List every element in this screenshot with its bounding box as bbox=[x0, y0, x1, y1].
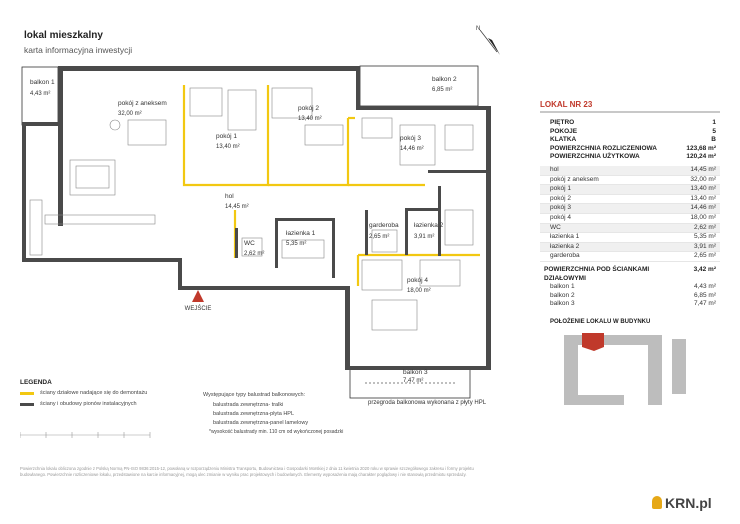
room-name: hol bbox=[225, 193, 234, 200]
room-area: 14,46 m² bbox=[400, 146, 424, 152]
room-name: balkon 3 bbox=[403, 369, 428, 376]
location-title: POŁOŻENIE LOKALU W BUDYNKU bbox=[550, 318, 651, 325]
room-name: pokój z aneksem bbox=[118, 100, 167, 107]
room-name: balkon 2 bbox=[432, 76, 457, 83]
table-row: WC 2,62 m² bbox=[540, 224, 720, 234]
room-area: 13,40 m² bbox=[216, 144, 240, 150]
room-name: łazienka 1 bbox=[286, 230, 316, 237]
room-name: pokój 3 bbox=[400, 135, 421, 142]
table-row: balkon 1 4,43 m² bbox=[550, 283, 716, 291]
table-row: garderoba 2,65 m² bbox=[540, 252, 720, 262]
legend-title: LEGENDA bbox=[20, 379, 52, 386]
room-name: pokój 2 bbox=[298, 105, 319, 112]
krn-logo-icon bbox=[652, 496, 662, 509]
room-name: pokój 4 bbox=[407, 277, 428, 284]
room-area: 3,91 m² bbox=[414, 234, 435, 240]
summary-row: PIĘTRO 1 bbox=[550, 119, 716, 126]
room-name: łazienka 2 bbox=[414, 222, 444, 229]
table-row: balkon 3 7,47 m² bbox=[550, 300, 716, 308]
room-area: 18,00 m² bbox=[407, 288, 431, 294]
room-name: garderoba bbox=[369, 222, 399, 229]
footer-text: Powierzchnia lokalu obliczona zgodnie z Polską Normą PN-ISO 9836:2015-12, powołaną w rozporządzeniu Ministra Transportu, Budownictwa i Gospodarki Morskiej z dnia 11 kwietnia 2020 roku w sprawie szczegółowego zakresu i formy projektu budowlanego. Powierzchnie rozliczeniowe lokalu, przedstawione na karcie informacyjnej, mogą ulec zmianie w wyniku prac projektowych i budowlanych. Elementy wyposażenia mają charakter poglądowy i nie stanowią przedmiotu sprzedaży. bbox=[20, 466, 474, 477]
info-panel bbox=[540, 100, 720, 414]
page-subtitle: karta informacyjna inwestycji bbox=[24, 45, 133, 55]
summary-row: KLATKA B bbox=[550, 136, 716, 144]
room-area: 7,47 m² bbox=[403, 378, 424, 384]
balconies-table bbox=[540, 266, 720, 309]
internal-walls bbox=[235, 170, 486, 278]
summary-row: POKOJE 5 bbox=[550, 127, 716, 135]
legend-item: ściany działowe nadające się do demontażu bbox=[20, 390, 190, 396]
entrance-label: WEJŚCIE bbox=[184, 306, 212, 312]
scale-bar bbox=[20, 431, 160, 439]
dark-swatch bbox=[20, 403, 34, 406]
entrance-arrow-icon bbox=[192, 290, 204, 302]
building-location-map bbox=[564, 329, 694, 409]
areas-table bbox=[540, 166, 720, 262]
sloped-row: POWIERZCHNIA POD ŚCIANKAMI DZIAŁOWYMI 3,42 m² bbox=[544, 265, 716, 282]
room-area: 4,43 m² bbox=[30, 91, 51, 97]
summary-row: POWIERZCHNIA UŻYTKOWA 120,24 m² bbox=[550, 153, 716, 161]
summary-row: POWIERZCHNIA ROZLICZENIOWA 123,68 m² bbox=[550, 144, 716, 152]
balcony-2 bbox=[360, 66, 478, 106]
logo: KRN.pl bbox=[652, 495, 712, 511]
room-name: balkon 1 bbox=[30, 79, 55, 86]
room-area: 2,65 m² bbox=[369, 234, 390, 240]
balcony-note: przegroda balkonowa wykonana z płyty HPL bbox=[368, 400, 487, 406]
summary-table bbox=[540, 119, 720, 162]
table-row: balkon 2 6,85 m² bbox=[550, 291, 716, 299]
table-row: pokój 1 13,40 m² bbox=[540, 185, 720, 195]
railing-legend: Występujące typy balustrad balkonowych: balustrada zewnętrzna- tralki balustrada zewnętrzna-płyta HPL balustrada zewnętrzna-panel lamelowy *wysokość balustrady min. 110 cm od wykończonej posadzki bbox=[203, 392, 344, 435]
room-area: 13,40 m² bbox=[298, 116, 322, 122]
table-row: pokój 2 13,40 m² bbox=[540, 195, 720, 205]
table-row: pokój 3 14,46 m² bbox=[540, 204, 720, 214]
room-area: 2,62 m² bbox=[244, 251, 265, 257]
yellow-swatch bbox=[20, 392, 34, 395]
room-name: WC bbox=[244, 240, 255, 247]
north-arrow-icon bbox=[476, 26, 500, 55]
north-label: N bbox=[476, 26, 481, 32]
unit-highlight bbox=[582, 333, 604, 351]
legend-item: ściany i obudowy pionów instalacyjnych bbox=[20, 401, 190, 407]
room-area: 14,45 m² bbox=[225, 204, 249, 210]
room-area: 5,35 m² bbox=[286, 241, 307, 247]
table-row: łazienka 1 5,35 m² bbox=[540, 233, 720, 243]
legend bbox=[20, 390, 190, 407]
room-area: 6,85 m² bbox=[432, 87, 453, 93]
page-title: lokal mieszkalny bbox=[24, 30, 103, 41]
table-row: hol 14,45 m² bbox=[540, 166, 720, 176]
room-area: 32,00 m² bbox=[118, 111, 142, 117]
table-row: łazienka 2 3,91 m² bbox=[540, 243, 720, 253]
table-row: pokój 4 18,00 m² bbox=[540, 214, 720, 224]
room-name: pokój 1 bbox=[216, 133, 237, 140]
lokal-number: LOKAL NR 23 bbox=[540, 100, 720, 113]
outer-walls bbox=[22, 66, 491, 370]
table-row: pokój z aneksem 32,00 m² bbox=[540, 176, 720, 186]
